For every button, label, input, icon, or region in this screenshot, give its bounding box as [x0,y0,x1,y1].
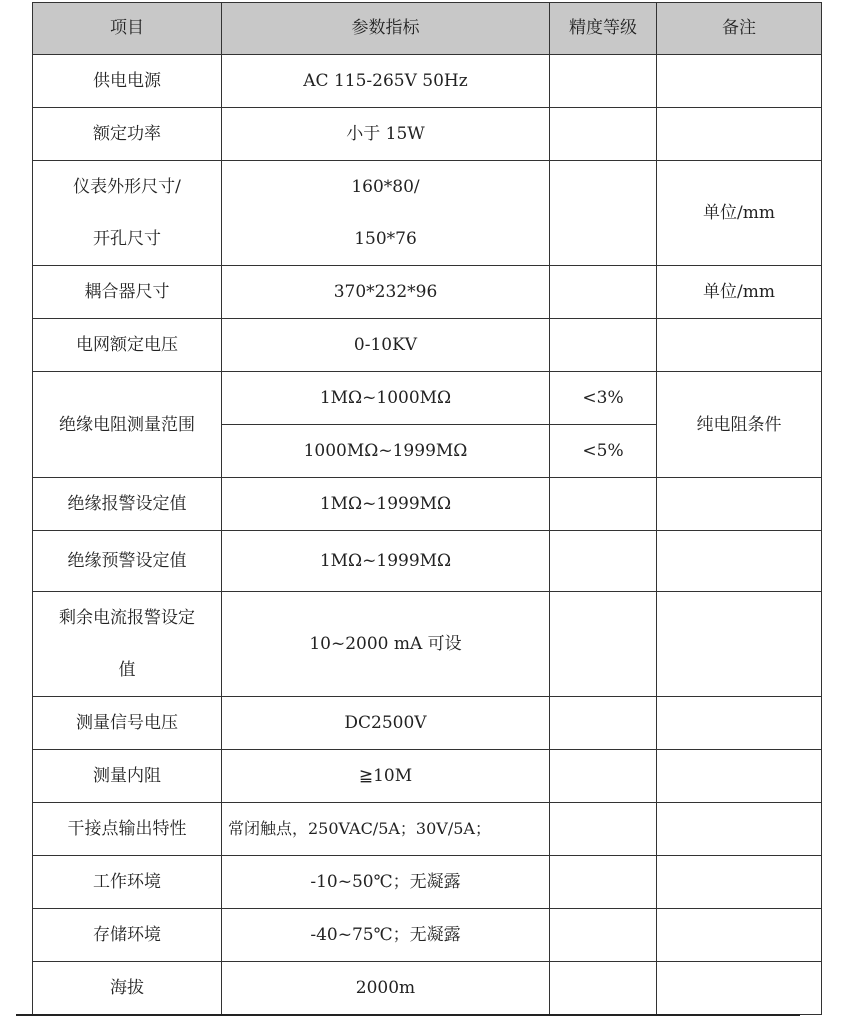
row-note: 纯电阻条件 [657,372,822,478]
row-value: AC 115-265V 50Hz [222,55,550,108]
row-item: 额定功率 [33,108,222,161]
table-row [33,319,822,372]
row-item: 干接点输出特性 [33,803,222,856]
header-item: 项目 [33,3,222,55]
row-item: 测量内阻 [33,750,222,803]
row-item-line: 开孔尺寸 [93,229,161,249]
row-grade [550,803,657,856]
row-grade [550,750,657,803]
row-value: -10~50℃；无凝露 [222,856,550,909]
row-grade: <3% [550,372,657,425]
row-value: 常闭触点，250VAC/5A；30V/5A； [222,803,550,856]
row-grade [550,478,657,531]
row-item: 测量信号电压 [33,697,222,750]
row-note [657,108,822,161]
table-row [33,266,822,319]
row-value: DC2500V [222,697,550,750]
row-value: -40~75℃；无凝露 [222,909,550,962]
row-item: 电网额定电压 [33,319,222,372]
row-item [33,592,222,697]
row-item: 海拔 [33,962,222,1015]
row-grade [550,697,657,750]
row-item: 绝缘电阻测量范围 [33,372,222,478]
row-note [657,478,822,531]
row-value: 370*232*96 [222,266,550,319]
row-value: ≧10M [222,750,550,803]
table-row [33,55,822,108]
row-note [657,962,822,1015]
spec-table [32,2,822,1015]
row-note [657,319,822,372]
table-row [33,962,822,1015]
row-grade [550,55,657,108]
table-row [33,909,822,962]
row-value: 1MΩ~1000MΩ [222,372,550,425]
table-row [33,478,822,531]
row-note [657,592,822,697]
row-note [657,856,822,909]
row-value: 1MΩ~1999MΩ [222,478,550,531]
row-item: 供电电源 [33,55,222,108]
row-grade [550,161,657,266]
table-row [33,697,822,750]
row-item-line: 值 [118,660,136,680]
table-row [33,803,822,856]
row-grade [550,962,657,1015]
header-value: 参数指标 [222,3,550,55]
header-grade: 精度等级 [550,3,657,55]
row-note: 单位/mm [657,161,822,266]
row-item [33,161,222,266]
row-grade [550,319,657,372]
row-grade [550,531,657,592]
row-item-line: 仪表外形尺寸/ [73,177,181,197]
header-note: 备注 [657,3,822,55]
table-row [33,592,822,697]
table-row [33,856,822,909]
header-row [33,3,822,55]
row-grade: <5% [550,425,657,478]
row-note [657,697,822,750]
table-row [33,531,822,592]
row-grade [550,909,657,962]
row-value: 10~2000 mA 可设 [222,592,550,697]
row-grade [550,856,657,909]
row-grade [550,592,657,697]
row-item: 绝缘报警设定值 [33,478,222,531]
row-grade [550,108,657,161]
table-row [33,108,822,161]
row-item: 绝缘预警设定值 [33,531,222,592]
row-value: 1000MΩ~1999MΩ [222,425,550,478]
row-item: 工作环境 [33,856,222,909]
row-item: 存储环境 [33,909,222,962]
row-grade [550,266,657,319]
row-note [657,55,822,108]
row-value [222,161,550,266]
row-note [657,750,822,803]
row-note [657,531,822,592]
row-value-line: 150*76 [354,229,417,249]
row-value: 小于 15W [222,108,550,161]
row-note [657,909,822,962]
row-value: 0-10KV [222,319,550,372]
page-bottom-rule [16,1014,800,1016]
row-note [657,803,822,856]
table-row [33,750,822,803]
row-item: 耦合器尺寸 [33,266,222,319]
table-row [33,161,822,266]
row-value-line: 160*80/ [351,177,420,197]
row-value: 2000m [222,962,550,1015]
row-note: 单位/mm [657,266,822,319]
table-row [33,372,822,425]
row-value: 1MΩ~1999MΩ [222,531,550,592]
row-item-line: 剩余电流报警设定 [59,608,195,628]
